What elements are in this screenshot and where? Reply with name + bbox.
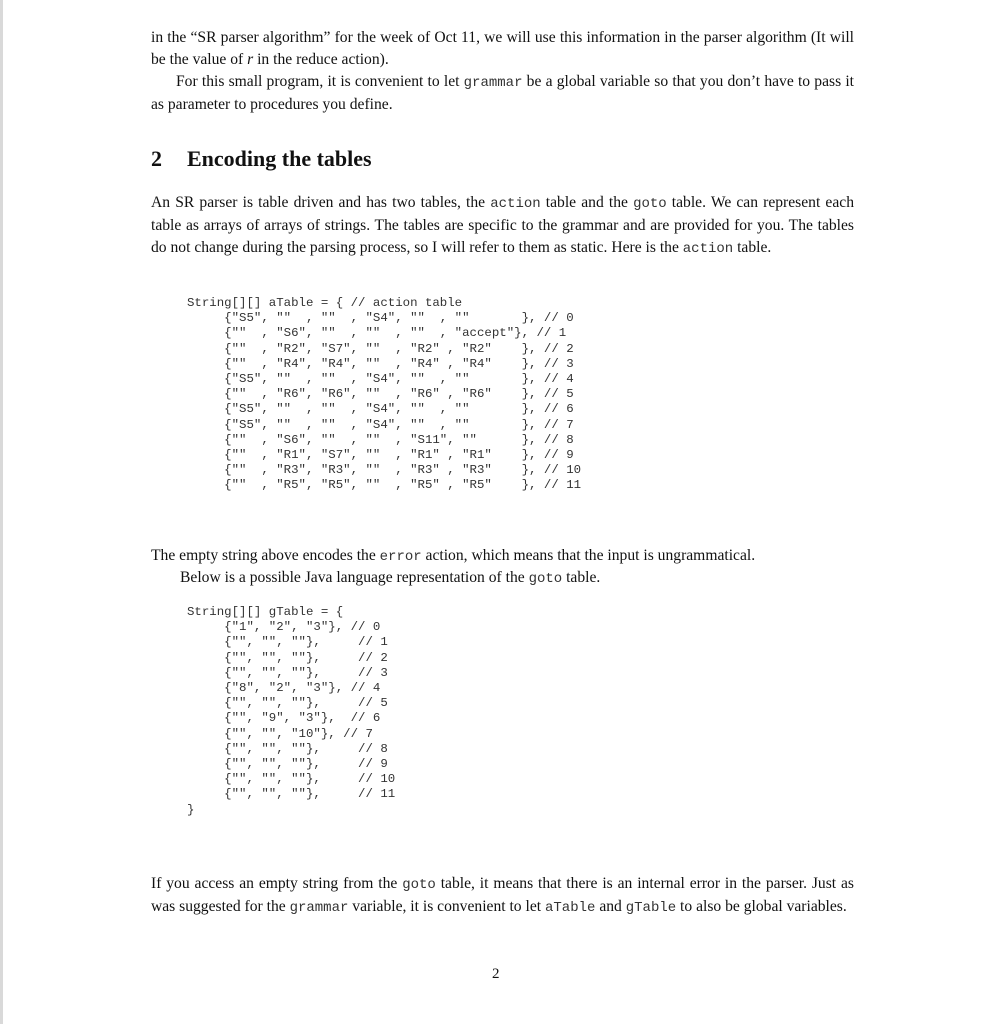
paragraph-text: An SR parser is table driven and has two tables, the bbox=[151, 194, 491, 211]
inline-code: action bbox=[682, 241, 734, 257]
inline-code: aTable bbox=[545, 900, 596, 916]
paragraph-tables-intro bbox=[151, 192, 854, 260]
paragraph-text: and bbox=[595, 898, 626, 915]
paragraph-text: table. We can represent each table as arrays of arrays of strings. The tables are specific to the grammar and are provided for you. The tables do not change during the parsing process, so I will refer to them as static. Here is the bbox=[151, 194, 854, 256]
paragraph-text: action, which means that the input is ungrammatical. bbox=[421, 547, 756, 564]
paragraph-text: table, it means that there is an internal error in the parser. Just as was suggested for the bbox=[151, 875, 854, 915]
code-block-goto-table: String[][] gTable = { {"1", "2", "3"}, // 0 {"", "", ""}, // 1 {"", "", ""}, // 2 {"", "", ""}, // 3 {"8", "2", "3"}, // 4 {"", "", ""}, // 5 {"", "9", "3"}, // 6 {"", "", "10"}, // 7 {"", "", ""}, // 8 {"", "", ""}, // 9 {"", "", ""}, // 10 {"", "", ""}, // 11 } bbox=[187, 605, 396, 817]
paragraph-global-grammar bbox=[151, 71, 854, 116]
inline-code: goto bbox=[528, 571, 563, 587]
paragraph-text: Below is a possible Java language representation of the bbox=[180, 569, 529, 586]
paragraph-text: If you access an empty string from the bbox=[151, 875, 403, 892]
code-block-action-table: String[][] aTable = { // action table {"S5", "" , "" , "S4", "" , "" }, // 0 {"" , "S6", "" , "" , "" , "accept"}, // 1 {"" , "R2", "S7", "" , "R2" , "R2" }, // 2 {"" , "R4", "R4", "" , "R4" , "R4" }, // 3 {"S5", "" , "" , "S4", "" , "" }, // 4 {"" , "R6", "R6", "" , "R6" , "R6" }, // 5 {"S5", "" , "" , "S4", "" , "" }, // 6 {"S5", "" , "" , "S4", "" , "" }, // 7 {"" , "S6", "" , "" , "S11", "" }, // 8 {"" , "R1", "S7", "" , "R1" , "R1" }, // 9 {"" , "R3", "R3", "" , "R3" , "R3" }, // 10 {"" , "R5", "R5", "" , "R5" , "R5" }, // 11 bbox=[187, 296, 582, 493]
paragraph-text: table. bbox=[562, 569, 601, 586]
inline-code: action bbox=[490, 196, 541, 212]
math-variable: r bbox=[247, 51, 254, 68]
section-title: Encoding the tables bbox=[187, 146, 372, 171]
paragraph-text: The empty string above encodes the bbox=[151, 547, 380, 564]
paragraph-text: in the reduce action). bbox=[253, 51, 389, 68]
paragraph-text: to also be global variables. bbox=[676, 898, 847, 915]
inline-code: gTable bbox=[625, 900, 677, 916]
paragraph-text: in the “SR parser algorithm” for the week of Oct 11, we will use this information in the parser bbox=[151, 29, 742, 46]
page-number: 2 bbox=[492, 966, 500, 982]
paragraph-error-action bbox=[151, 545, 854, 568]
inline-code: grammar bbox=[463, 75, 523, 91]
section-number: 2 bbox=[151, 146, 162, 171]
paragraph-text: algorithm (It will be the value of bbox=[151, 29, 855, 68]
page-left-edge bbox=[0, 0, 3, 1024]
paragraph-text: table. bbox=[733, 239, 772, 256]
paragraph-sr-parser bbox=[151, 27, 854, 71]
inline-code: error bbox=[379, 549, 422, 565]
inline-code: grammar bbox=[289, 900, 349, 916]
paragraph-goto-error bbox=[151, 873, 854, 919]
paragraph-text: be a global variable so that you don’t have to pass it as parameter to procedures you define. bbox=[151, 73, 854, 113]
inline-code: goto bbox=[402, 877, 436, 893]
paragraph-text: table and the bbox=[540, 194, 634, 211]
paragraph-goto-intro bbox=[180, 567, 854, 590]
section-heading bbox=[151, 144, 372, 174]
paragraph-text: For this small program, it is convenient to let bbox=[176, 73, 464, 90]
paragraph-text: variable, it is convenient to let bbox=[348, 898, 545, 915]
inline-code: goto bbox=[633, 196, 667, 212]
